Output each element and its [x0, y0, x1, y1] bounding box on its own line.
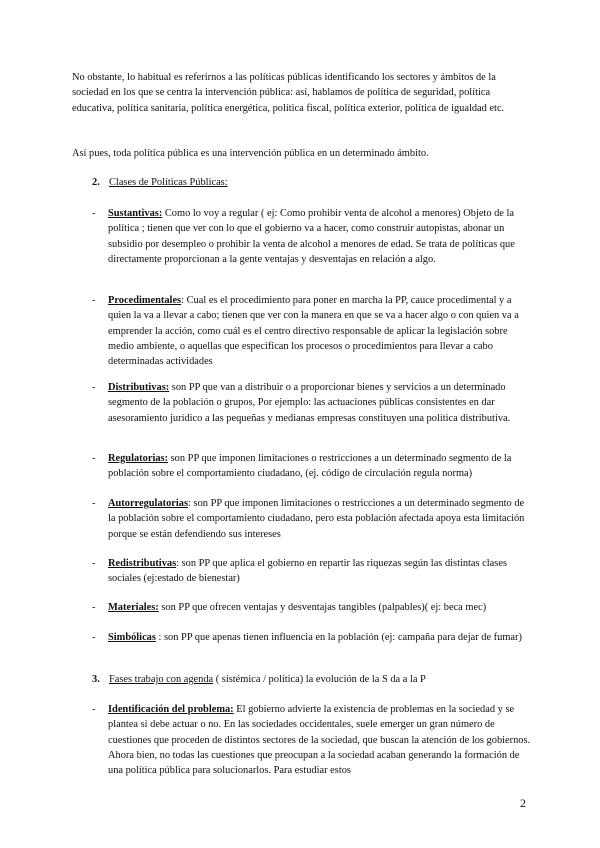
bullet-dash: - — [92, 498, 96, 509]
item-term: Redistributivas — [108, 558, 177, 569]
item-term: Materiales: — [108, 602, 159, 613]
section-2-heading — [92, 175, 228, 190]
section-2-number: 2. — [92, 177, 100, 188]
bullet-dash: - — [92, 602, 96, 613]
list-item-identificacion-problema — [92, 702, 532, 778]
section-3-subtitle: ( sistémica / política) la evolución de la S da a la P — [213, 674, 426, 685]
item-text: Como lo voy a regular ( ej: Como prohibir venta de alcohol a menores) Objeto de la política ; tienen que ver con lo que el gobierno va a hacer, como construir autopistas, abonar un subsidio por desempleo o prohibir la venta de alcohol a menores de edad. Se trata de políticas que directamente proporcionan a la gente ventajas y desventajas en relación a algo. — [108, 208, 515, 265]
list-item-autorregulatorias — [92, 496, 532, 542]
item-text: : son PP que aplica el gobierno en repartir las riquezas según las distintas clases sociales (ej:estado de bienestar) — [108, 558, 507, 585]
section-3-heading — [92, 672, 426, 687]
item-text: son PP que imponen limitaciones o restricciones a un determinado segmento de la población sobre el comportamiento ciudadano, (ej. código de circulación regula norma) — [108, 453, 512, 480]
item-text: : Cual es el procedimiento para poner en marcha la PP, cauce procedimental y a quien la va a llevar a cabo; tienen que ver con la manera en que se va a hacer algo o con quien va a emprender la acción, como cuál es el centro directivo responsable de aplicar la legislación sobre medio ambiente, o aquellas que especifican los procesos o procedimientos para llevar a cabo determinadas actividades — [108, 295, 519, 368]
item-text: : son PP que apenas tienen influencia en la población (ej: campaña para dejar de fumar) — [155, 632, 522, 643]
bullet-dash: - — [92, 382, 96, 393]
intro-paragraph-1: No obstante, lo habitual es referirnos a las políticas públicas identificando los sectores y ámbitos de la sociedad en los que se centra la intervención pública: así, hablamos de política de seguridad, política educativa, política sanitaria, política energética, política fiscal, política exterior, política de igualdad etc. — [72, 72, 505, 114]
item-text: El gobierno advierte la existencia de problemas en la sociedad y se plantea si debe actuar o no. En las sociedades occidentales, suele emerger un gran número de cuestiones que proceden de distintos sectores de la sociedad, que buscan la atención de los gobiernos. Ahora bien, no todas las cuestiones que preocupan a la sociedad acaban generando la formación de una política pública para solucionarlos. Para estudiar estos — [108, 704, 531, 777]
list-item-distributivas — [92, 380, 532, 426]
item-term: Regulatorias: — [108, 453, 169, 464]
bullet-dash: - — [92, 453, 96, 464]
bullet-dash: - — [92, 704, 96, 715]
item-term: Distributivas: — [108, 382, 170, 393]
item-term: Procedimentales — [108, 295, 182, 306]
bullet-dash: - — [92, 208, 96, 219]
item-text: son PP que van a distribuir o a proporcionar bienes y servicios a un determinado segmento de la población o grupos, Por ejemplo: las actuaciones públicas consistentes en dar asesoramiento jurídico a las pequeñas y medianas empresas constituyen una política distributiva. — [108, 382, 511, 424]
list-item-sustantivas — [92, 206, 532, 267]
bullet-dash: - — [92, 558, 96, 569]
list-item-materiales — [92, 600, 532, 615]
section-3-number: 3. — [92, 674, 100, 685]
intro-paragraph-2: Así pues, toda política pública es una intervención pública en un determinado ámbito. — [72, 148, 429, 159]
item-term: Identificación del problema: — [108, 704, 234, 715]
item-term: Sustantivas: — [108, 208, 163, 219]
item-term: Simbólicas — [108, 632, 156, 643]
item-text: : son PP que imponen limitaciones o restricciones a un determinado segmento de la población sobre el comportamiento ciudadano, pero esta población afectada apoya esta limitación porque se están defendiendo sus intereses — [108, 498, 525, 540]
bullet-dash: - — [92, 295, 96, 306]
list-item-procedimentales — [92, 293, 532, 369]
item-text: son PP que ofrecen ventajas y desventajas tangibles (palpables)( ej: beca mec) — [158, 602, 487, 613]
list-item-simbolicas — [92, 630, 532, 645]
item-term: Autorregulatorias — [108, 498, 189, 509]
list-item-regulatorias — [92, 451, 532, 482]
section-2-title: Clases de Políticas Públicas: — [109, 177, 228, 188]
list-item-redistributivas — [92, 556, 532, 587]
page-number: 2 — [520, 796, 526, 810]
section-3-title: Fases trabajo con agenda — [109, 674, 214, 685]
bullet-dash: - — [92, 632, 96, 643]
